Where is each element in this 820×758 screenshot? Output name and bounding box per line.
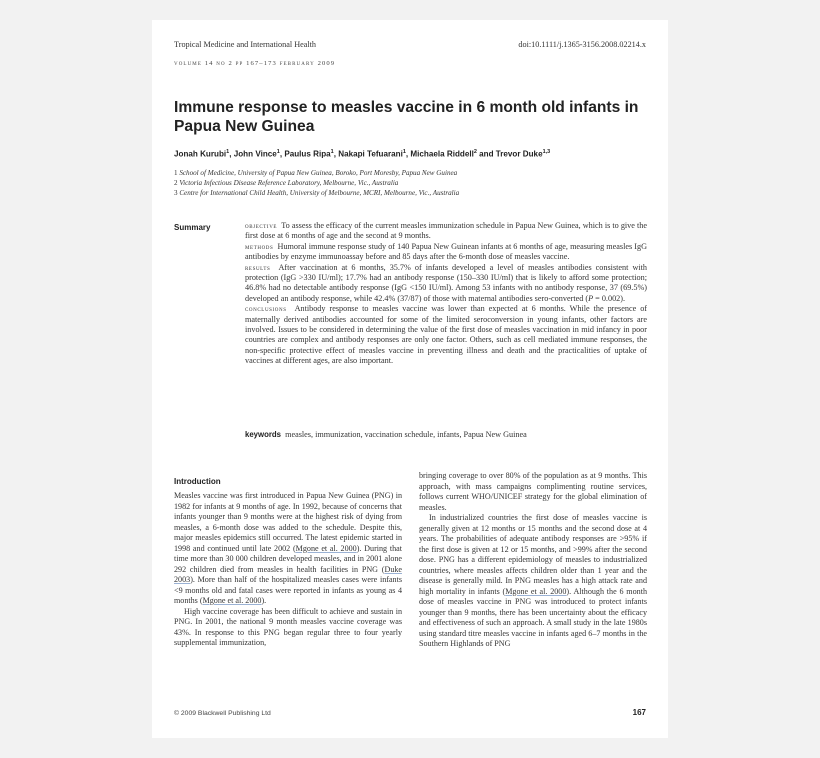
abstract-objective: objective To assess the efficacy of the current measles immunization schedule in Papua New Guinea, which is to give the first dose at 6 months of age and the second at 9 months. [245,221,647,241]
abstract-conclusions: conclusions Antibody response to measles vaccine was lower than expected at 6 months. While the presence of maternally derived antibodies accounted for some of the limited seroconversion in young infants, other factors are involved. Issues to be considered in determining the value of the first dose of measles vaccination in mid infancy in poor countries are complex and antibody responses are only one factor. Others, such as cell mediated immune responses, the non-specific protective effect of measles vaccine in preventing illness and death and the practicalities of uptake of vaccines at different ages, are also important. [245,304,648,366]
author-affil-marker: 1 [226,149,230,155]
volume-line: volume 14 no 2 pp 167–173 february 2009 [174,60,336,67]
citation-link[interactable]: Mgone et al. 2000 [295,543,357,553]
results-label: results [245,262,271,272]
author-name: Jonah Kurubi [174,149,227,159]
summary-label: Summary [174,223,211,232]
author-affil-marker: 1 [330,149,334,155]
paper-page [152,20,668,738]
keywords-label: keywords [245,430,281,439]
abstract-methods: methods Humoral immune response study of 140 Papua New Guinean infants at 6 months of age, measuring measles IgG antibodies by enzyme immunoassay before and 85 days after the 6-month dose of measles vaccine. [245,241,647,262]
author-name: John Vince [233,149,277,159]
copyright-notice: © 2009 Blackwell Publishing Ltd [174,710,271,717]
body-paragraph: Measles vaccine was first introduced in Papua New Guinea (PNG) in 1982 for infants at 9 months of age. In 1992, because of concerns that infants younger than 9 months were at the highest risk of dying from measles, a 6-month dose was added to the schedule. Despite this, major measles epidemics still occurred. The latest epidemic started in 1998 and continued until late 2002 (Mgone et al. 2000). During that time more than 30 000 children developed measles, and in 2001 alone 292 children died from measles in health facilities in PNG (Duke 2003). More than half of the hospitalized measles cases were infants <9 months old and fatal cases were reported in infants as young as 4 months (Mgone et al. 2000). [174,491,402,605]
author-affil-marker: 2 [473,149,477,155]
citation-link[interactable]: Mgone et al. 2000 [505,586,567,596]
abstract-results: results After vaccination at 6 months, 35.7% of infants developed a level of measles antibodies consistent with protection (IgG >330 IU/ml); 17.7% had an antibody response (150–330 IU/ml) that is likely to afford some protection; 46.8% had no detectable antibody response (IgG <150 IU/ml). Among 53 infants with no antibody response, 37 (69.5%) developed an antibody response, while 42.4% (37/87) of those with maternal antibodies sero-converted (P = 0.002). [245,262,647,303]
affiliation: 3 Centre for International Child Health, University of Melbourne, MCRI, Melbourne, Vic., Australia [174,188,460,197]
body-column-right [419,471,647,650]
abstract [245,221,647,367]
affiliations [174,169,654,198]
citation-link[interactable]: Duke 2003 [174,564,402,584]
author-list: Jonah Kurubi$^1$, John Vince$^1$, Paulus Ripa$^1$, Nakapi Tefuarani$^1$, Michaela Riddell$^2$ and Trevor Duke$^{1,3}$ [174,149,551,159]
conclusions-label: conclusions [245,304,287,314]
author-affil-marker: 1 [402,149,406,155]
keywords [245,430,647,439]
page-number: 167 [632,708,646,717]
author-name: Trevor Duke [495,149,543,159]
author-name: Nakapi Tefuarani [338,149,403,159]
affiliation: 1 School of Medicine, University of Papua New Guinea, Boroko, Port Moresby, Papua New Guinea [174,169,458,177]
journal-name: Tropical Medicine and International Health [174,40,317,49]
methods-label: methods [245,241,274,251]
affiliation: 2 Victoria Infectious Disease Reference Laboratory, Melbourne, Vic., Australia [174,178,399,187]
citation-link[interactable]: Mgone et al. 2000 [202,596,262,605]
body-paragraph: bringing coverage to over 80% of the population as at 9 months. This approach, with mass campaigns complimenting routine services, follows current WHO/UNICEF strategy for the global elimination of measles. [419,471,647,512]
author-affil-marker: 1 [276,149,280,155]
author-affil-marker: 1,3 [542,149,551,155]
introduction-heading: Introduction [174,477,221,486]
body-paragraph: In industrialized countries the first dose of measles vaccine is generally given at 12 months or 15 months and the second dose at 4 years. The probabilities of adequate antibody responses are >95% if the first dose is given at 12 or 15 months, and >99% after the second dose. PNG has a different epidemiology of measles to industrialized countries, where measles affects children older than 1 year and the disease is generally mild. In PNG measles has a high attack rate and high mortality in infants (Mgone et al. 2000). Although the 6 month dose of measles vaccine in PNG was introduced to protect infants younger than 9 months, there has been uncertainty about the efficacy and effectiveness of such an approach. A small study in the late 1980s using standard titre measles vaccine in infants aged 6–7 months in the Southern Highlands of PNG [419,513,647,648]
doi: doi:10.1111/j.1365-3156.2008.02214.x [518,40,646,49]
body-column-left [174,491,402,649]
article-title: Immune response to measles vaccine in 6 month old infants in Papua New Guinea [174,99,639,135]
author-name: Michaela Riddell [410,149,474,159]
objective-label: objective [245,221,278,230]
author-name: Paulus Ripa [284,149,331,159]
keywords-text: measles, immunization, vaccination schedule, infants, Papua New Guinea [285,430,527,439]
body-paragraph: High vaccine coverage has been difficult to achieve and sustain in PNG. In 2001, the national 9 month measles vaccine coverage was 43%. In response to this PNG began regular three to four yearly supplemental immunization, [174,606,402,647]
